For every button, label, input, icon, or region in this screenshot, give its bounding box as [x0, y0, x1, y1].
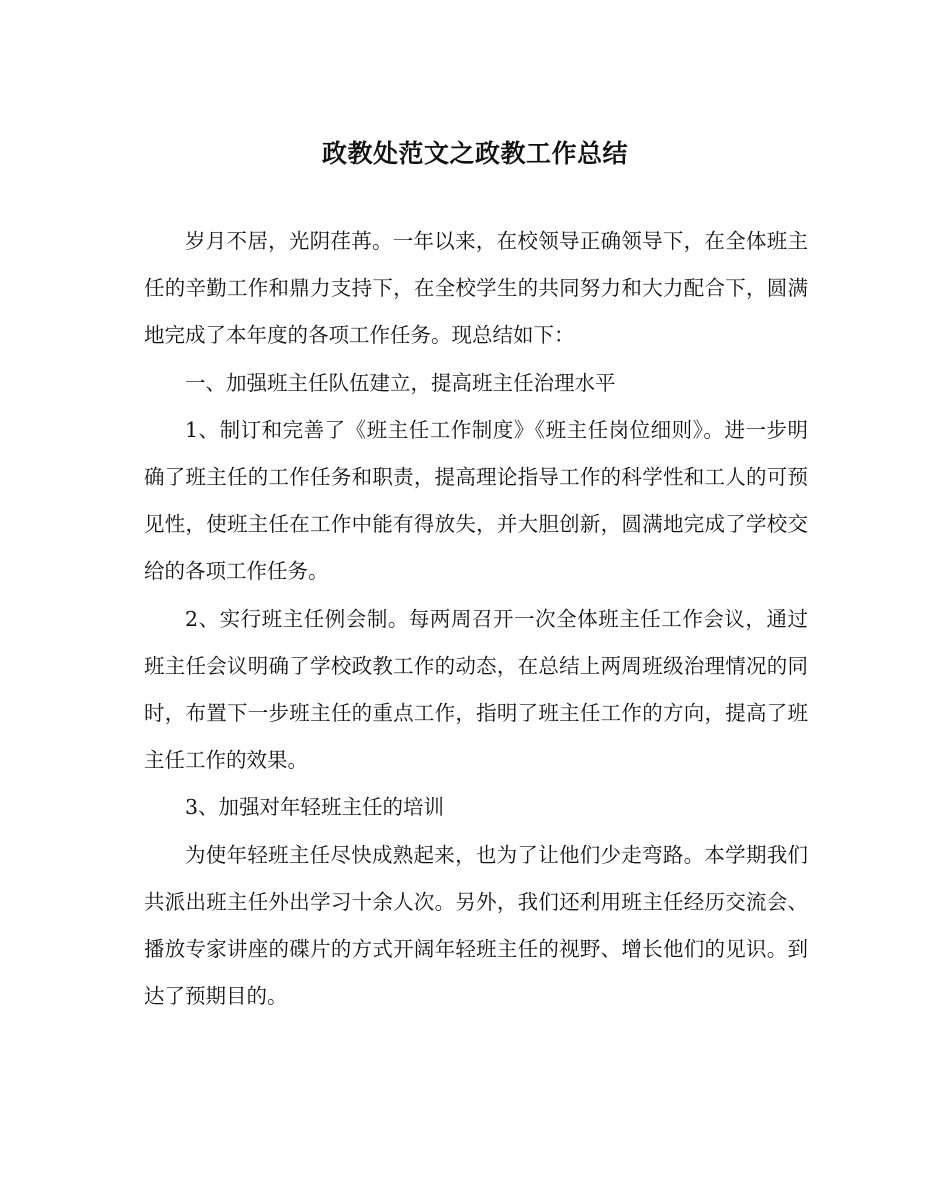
document-title: 政教处范文之政教工作总结: [321, 139, 628, 168]
paragraph-item-1: 1、制订和完善了《班主任工作制度》《班主任岗位细则》。进一步明确了班主任的工作任务和职责，提高理论指导工作的科学性和工人的可预见性，使班主任在工作中能有得放失，并大胆创新，圆满地完成了学校交给的各项工作任务。: [144, 417, 808, 584]
paragraph-intro: 岁月不居，光阴荏苒。一年以来，在校领导正确领导下，在全体班主任的辛勤工作和鼎力支持下，在全校学生的共同努力和大力配合下，圆满地完成了本年度的各项工作任务。现总结如下：: [144, 229, 808, 348]
section-heading-1: 一、加强班主任队伍建立，提高班主任治理水平: [185, 370, 616, 395]
subheading-item-3: 3、加强对年轻班主任的培训: [185, 795, 445, 820]
paragraph-item-3-body: 为使年轻班主任尽快成熟起来，也为了让他们少走弯路。本学期我们共派出班主任外出学习十余人次。另外，我们还利用班主任经历交流会、播放专家讲座的碟片的方式开阔年轻班主任的视野、增长他们的见识。到达了预期目的。: [144, 842, 808, 1009]
document-body: [144, 218, 808, 1020]
paragraph-item-2: 2、实行班主任例会制。每两周召开一次全体班主任工作会议，通过班主任会议明确了学校政教工作的动态，在总结上两周班级治理情况的同时，布置下一步班主任的重点工作，指明了班主任工作的方向，提高了班主任工作的效果。: [144, 606, 808, 773]
